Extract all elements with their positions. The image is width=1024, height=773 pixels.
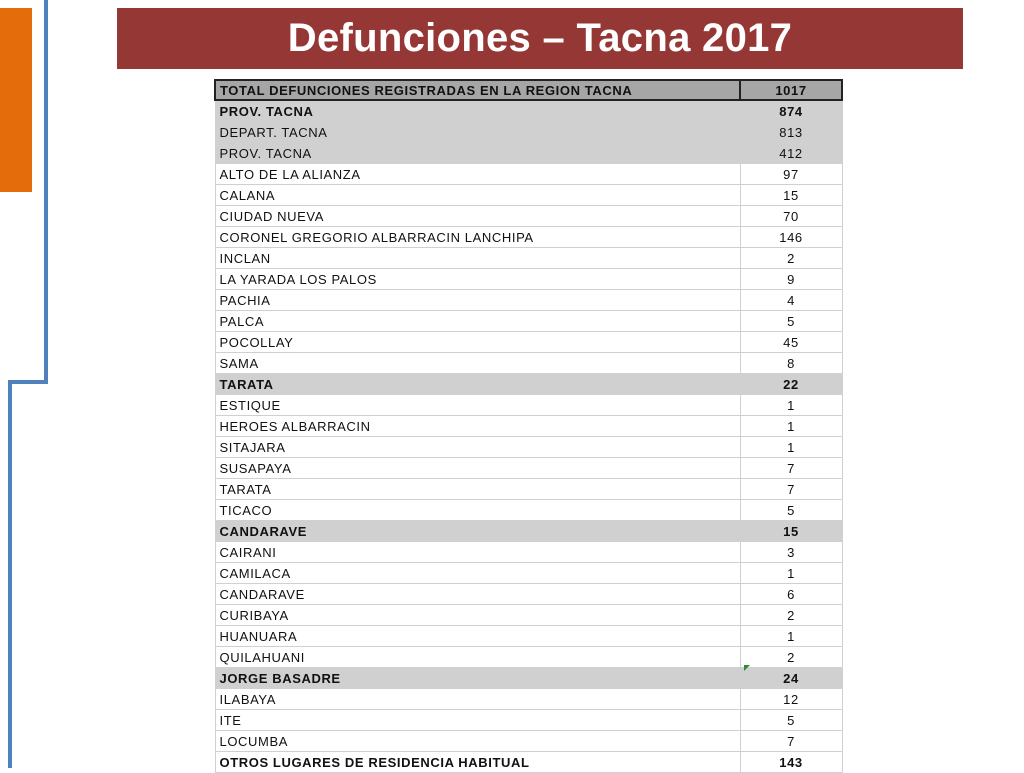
table-row-dist (215, 689, 842, 710)
blue-accent-line-bottom (8, 380, 12, 768)
row-name-cell: OTROS LUGARES DE RESIDENCIA HABITUAL (215, 752, 740, 773)
row-name-cell: CAMILACA (215, 563, 740, 584)
blue-accent-line-step (8, 380, 48, 384)
row-value-cell: 813 (740, 122, 842, 143)
table-row-dist (215, 164, 842, 185)
row-value-cell: 70 (740, 206, 842, 227)
row-name-cell: JORGE BASADRE (215, 668, 740, 689)
table-row-dist (215, 437, 842, 458)
table-row-dist (215, 227, 842, 248)
row-value-cell: 2 (740, 248, 842, 269)
row-name-cell: CIUDAD NUEVA (215, 206, 740, 227)
row-name-cell: SUSAPAYA (215, 458, 740, 479)
table-row-dist (215, 458, 842, 479)
table-row-dist (215, 605, 842, 626)
row-name-cell: CURIBAYA (215, 605, 740, 626)
table-row-province (215, 100, 842, 122)
row-value-cell: 874 (740, 100, 842, 122)
cell-comment-marker (744, 665, 750, 671)
row-value-cell: 7 (740, 458, 842, 479)
row-value-cell: 1 (740, 416, 842, 437)
slide-title: Defunciones – Tacna 2017 (287, 16, 793, 60)
row-value-cell: 143 (740, 752, 842, 773)
row-name-cell: LA YARADA LOS PALOS (215, 269, 740, 290)
row-value-cell: 1017 (740, 80, 842, 100)
row-value-cell: 7 (740, 479, 842, 500)
table-row-dist (215, 626, 842, 647)
row-value-cell: 15 (740, 185, 842, 206)
table-row-dist (215, 185, 842, 206)
row-name-cell: PALCA (215, 311, 740, 332)
row-name-cell: INCLAN (215, 248, 740, 269)
row-value-cell: 97 (740, 164, 842, 185)
row-name-cell: DEPART. TACNA (215, 122, 740, 143)
row-value-cell: 3 (740, 542, 842, 563)
row-name-cell: PACHIA (215, 290, 740, 311)
row-value-cell: 7 (740, 731, 842, 752)
row-name-cell: ALTO DE LA ALIANZA (215, 164, 740, 185)
row-value-cell: 5 (740, 710, 842, 731)
orange-accent-bar (0, 8, 32, 192)
row-value-cell: 5 (740, 311, 842, 332)
table-row-dist (215, 248, 842, 269)
row-name-cell: TICACO (215, 500, 740, 521)
table-row-dist (215, 731, 842, 752)
row-value-cell: 1 (740, 395, 842, 416)
row-value-cell: 2 (740, 647, 842, 668)
row-name-cell: SAMA (215, 353, 740, 374)
row-name-cell: CANDARAVE (215, 521, 740, 542)
table-row-dist (215, 563, 842, 584)
table-row-province (215, 521, 842, 542)
row-value-cell: 146 (740, 227, 842, 248)
table-row-dist (215, 542, 842, 563)
row-name-cell: QUILAHUANI (215, 647, 740, 668)
row-value-cell: 12 (740, 689, 842, 710)
row-name-cell: PROV. TACNA (215, 100, 740, 122)
table-row-dist (215, 710, 842, 731)
row-value-cell: 4 (740, 290, 842, 311)
row-name-cell: CANDARAVE (215, 584, 740, 605)
row-value-cell: 22 (740, 374, 842, 395)
row-name-cell: ESTIQUE (215, 395, 740, 416)
table-row-dist (215, 332, 842, 353)
row-value-cell: 8 (740, 353, 842, 374)
row-value-cell: 1 (740, 626, 842, 647)
table-row-sub (215, 122, 842, 143)
table-row-total (215, 80, 842, 100)
row-name-cell: ILABAYA (215, 689, 740, 710)
table-row-dist (215, 206, 842, 227)
row-name-cell: POCOLLAY (215, 332, 740, 353)
row-name-cell: TARATA (215, 479, 740, 500)
row-value-cell: 1 (740, 563, 842, 584)
blue-accent-line-top (44, 0, 48, 383)
row-name-cell: TARATA (215, 374, 740, 395)
table-row-dist (215, 269, 842, 290)
table-row-dist (215, 290, 842, 311)
row-name-cell: CAIRANI (215, 542, 740, 563)
row-name-cell: TOTAL DEFUNCIONES REGISTRADAS EN LA REGION TACNA (215, 80, 740, 100)
table-row-dist (215, 500, 842, 521)
row-value-cell: 6 (740, 584, 842, 605)
table-row-dist (215, 311, 842, 332)
table-row-other (215, 752, 842, 773)
row-value-cell: 45 (740, 332, 842, 353)
table-row-dist (215, 416, 842, 437)
table-row-dist (215, 479, 842, 500)
row-name-cell: SITAJARA (215, 437, 740, 458)
row-value-cell: 1 (740, 437, 842, 458)
row-name-cell: HEROES ALBARRACIN (215, 416, 740, 437)
row-name-cell: LOCUMBA (215, 731, 740, 752)
row-value-cell: 2 (740, 605, 842, 626)
table-row-province (215, 374, 842, 395)
row-name-cell: HUANUARA (215, 626, 740, 647)
row-value-cell: 412 (740, 143, 842, 164)
title-banner (117, 8, 963, 69)
row-name-cell: CALANA (215, 185, 740, 206)
row-name-cell: PROV. TACNA (215, 143, 740, 164)
row-name-cell: ITE (215, 710, 740, 731)
row-name-cell: CORONEL GREGORIO ALBARRACIN LANCHIPA (215, 227, 740, 248)
table-row-sub (215, 143, 842, 164)
table-row-dist (215, 584, 842, 605)
deaths-table-container (214, 79, 843, 773)
row-value-cell: 15 (740, 521, 842, 542)
row-value-cell: 5 (740, 500, 842, 521)
table-row-dist (215, 353, 842, 374)
table-row-dist (215, 395, 842, 416)
row-value-cell: 24 (740, 668, 842, 689)
row-value-cell: 9 (740, 269, 842, 290)
